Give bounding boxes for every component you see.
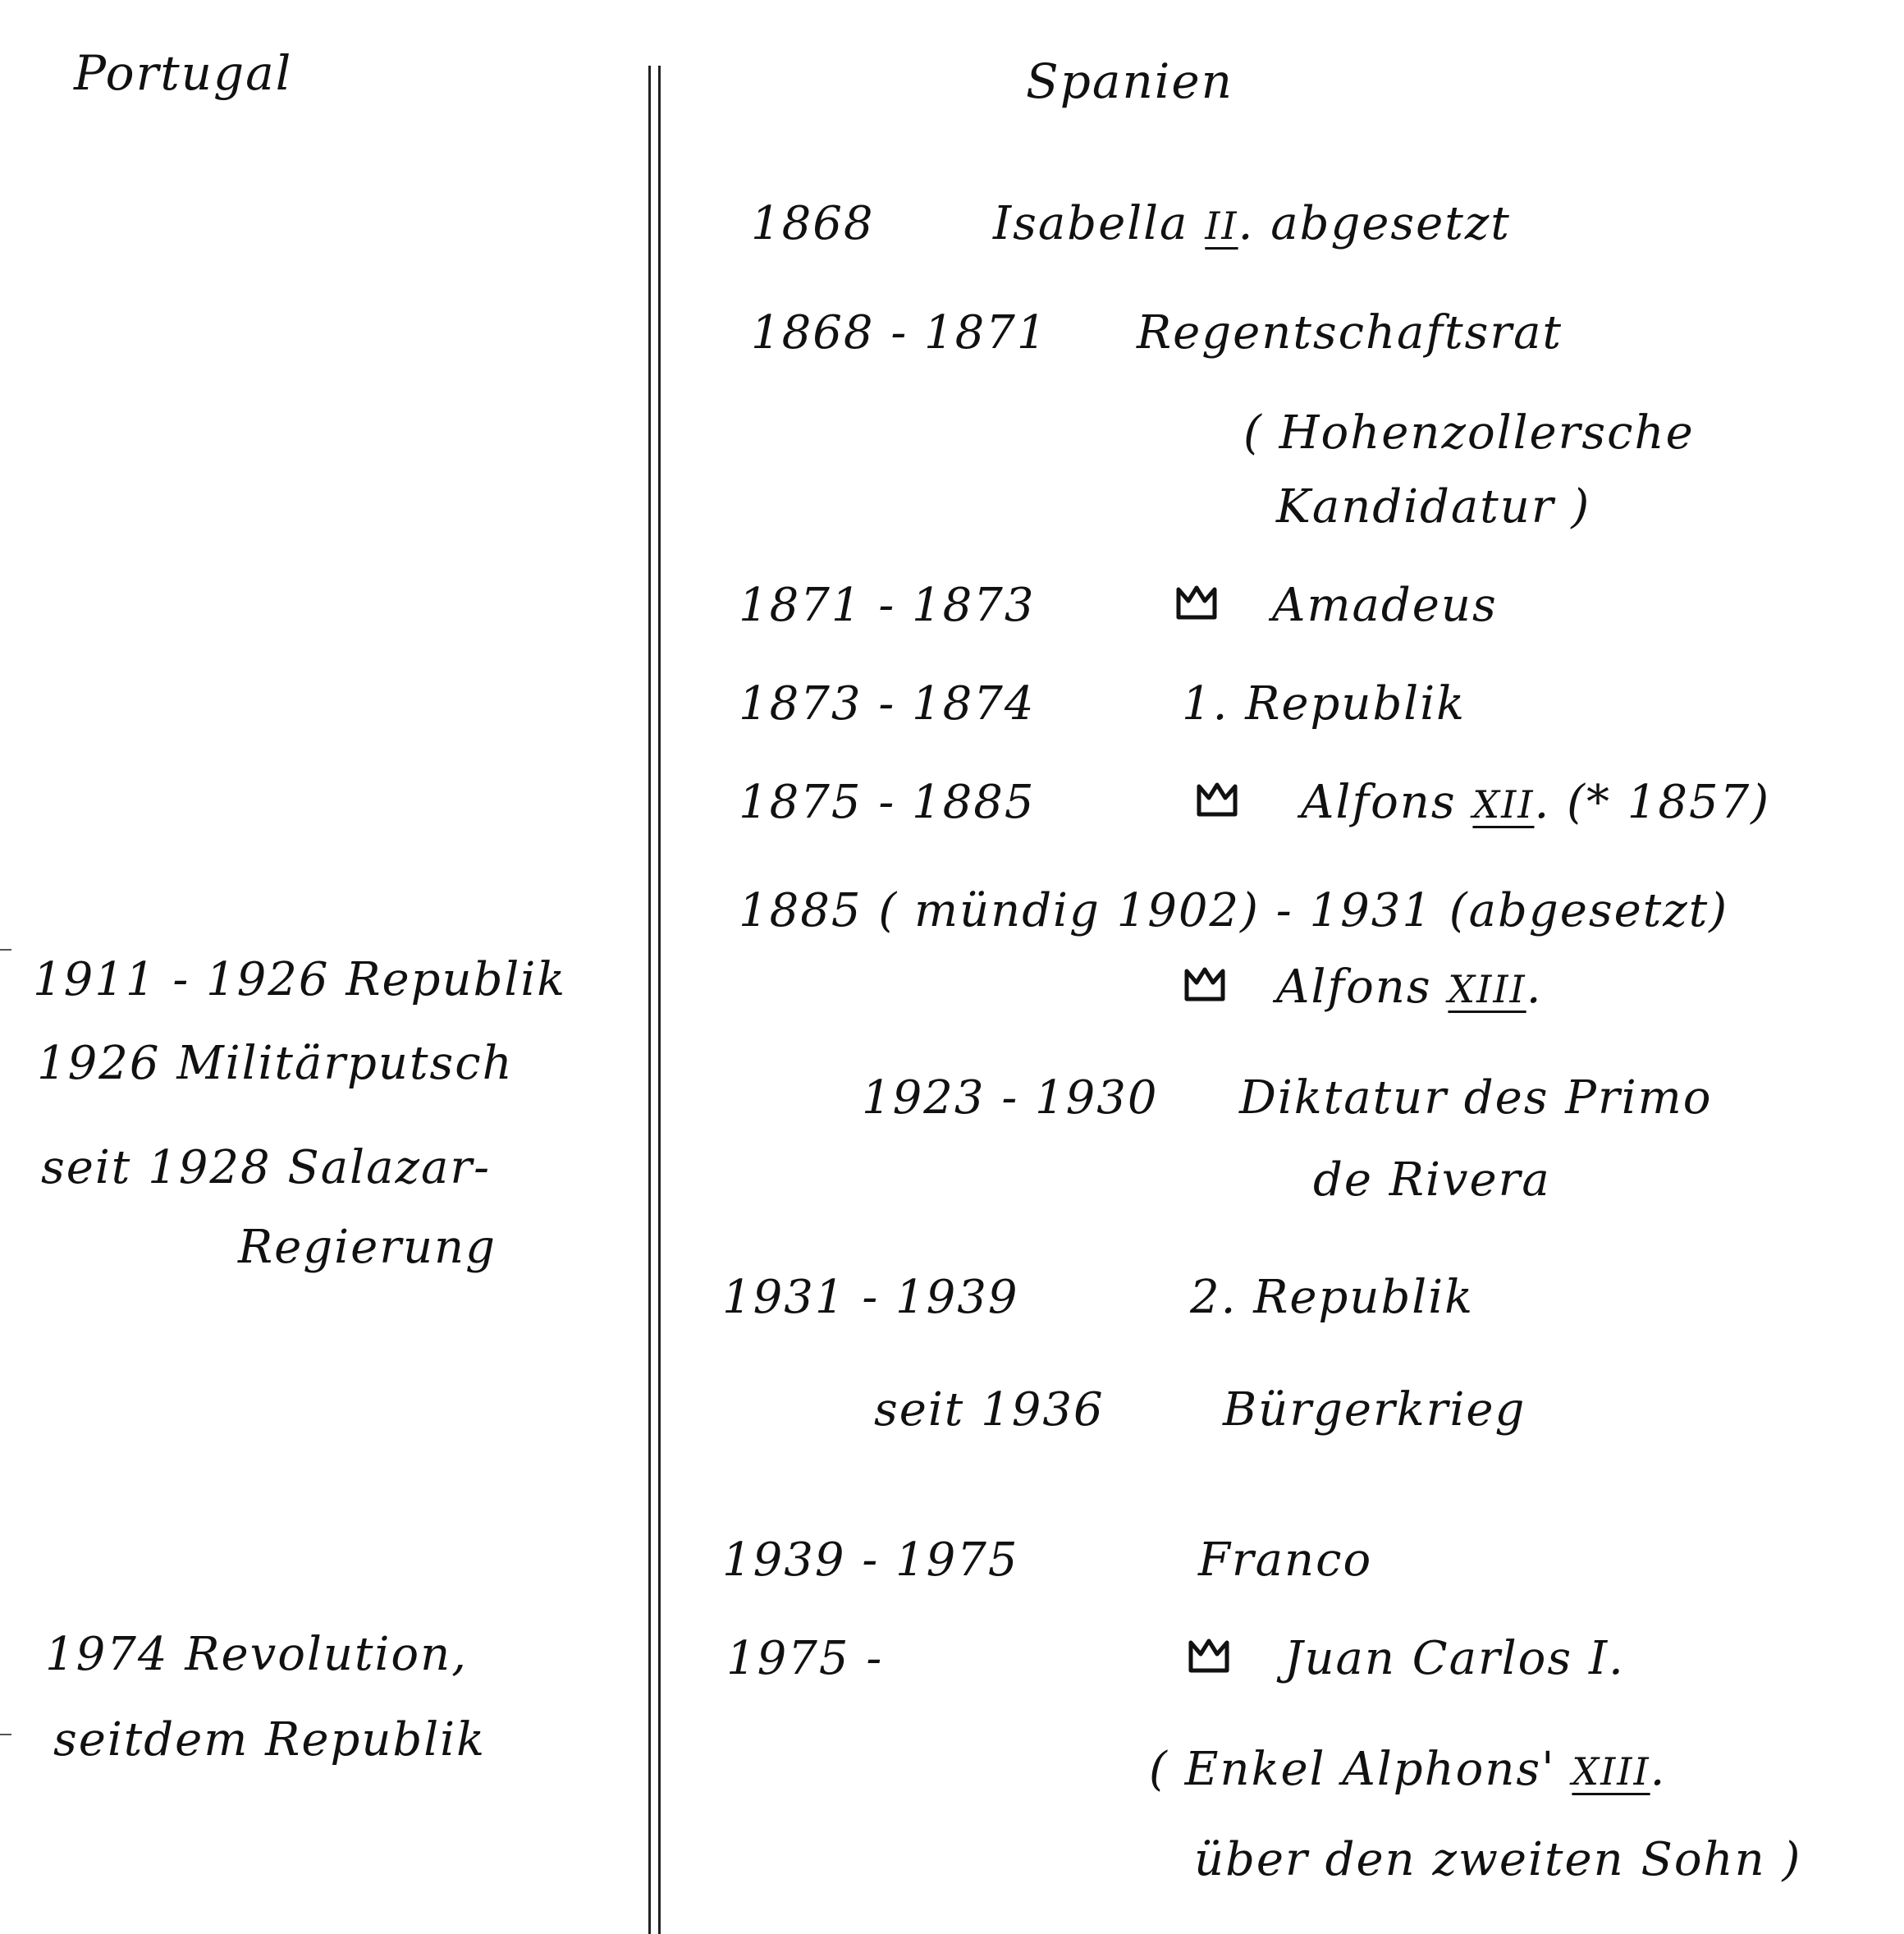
spanien-row8-text: 2. Republik xyxy=(1190,1271,1475,1324)
spanien-row4-date: 1873 - 1874 xyxy=(739,677,1036,731)
spanien-row11-text: Juan Carlos I. xyxy=(1284,1632,1625,1685)
spanien-row1-text xyxy=(993,197,1511,250)
spanien-row1-name: Isabella xyxy=(993,197,1189,250)
spanien-row3-date: 1871 - 1873 xyxy=(739,579,1036,632)
portugal-entry-salazar-cont: Regierung xyxy=(238,1221,497,1274)
spanien-row6-text xyxy=(1276,960,1543,1014)
crown-icon xyxy=(1186,1636,1232,1675)
spanien-row7-text: Diktatur des Primo xyxy=(1239,1071,1713,1125)
margin-mark xyxy=(0,1734,11,1735)
portugal-entry-salazar: seit 1928 Salazar- xyxy=(41,1141,492,1194)
heading-portugal: Portugal xyxy=(74,45,293,101)
spanien-row5-roman: XII xyxy=(1472,782,1535,827)
spanien-row4-text: 1. Republik xyxy=(1182,677,1467,731)
spanien-row7-text2: de Rivera xyxy=(1313,1153,1551,1207)
spanien-row6-name: Alfons xyxy=(1276,960,1432,1014)
spanien-row9-text: Bürgerkrieg xyxy=(1223,1383,1526,1437)
spanien-row6-line: 1885 ( mündig 1902) - 1931 (abgesetzt) xyxy=(739,884,1729,937)
crown-icon xyxy=(1174,583,1220,622)
spanien-row11-date: 1975 - xyxy=(726,1632,884,1685)
spanien-row2-text: Regentschaftsrat xyxy=(1137,306,1563,360)
spanien-row11-note1 xyxy=(1149,1743,1667,1796)
spanien-row2-note2: Kandidatur ) xyxy=(1276,480,1591,534)
spanien-row10-date: 1939 - 1975 xyxy=(722,1533,1019,1587)
spanien-row11-note1-roman: XIII xyxy=(1572,1749,1650,1794)
spanien-row11-note2: über den zweiten Sohn ) xyxy=(1194,1833,1802,1886)
spanien-row3-text: Amadeus xyxy=(1272,579,1498,632)
column-divider-right-line xyxy=(658,66,661,1934)
spanien-row5-date: 1875 - 1885 xyxy=(739,776,1036,829)
spanien-row2-date: 1868 - 1871 xyxy=(751,306,1048,360)
spanien-row10-text: Franco xyxy=(1198,1533,1373,1587)
spanien-row5-text xyxy=(1301,776,1771,829)
spanien-row11-note1-tail: . xyxy=(1650,1743,1667,1796)
spanien-row2-note1: ( Hohenzollersche xyxy=(1243,406,1695,460)
portugal-entry-revolution: 1974 Revolution, xyxy=(45,1628,468,1681)
spanien-row11-note1-text: ( Enkel Alphons' xyxy=(1149,1743,1556,1796)
margin-mark xyxy=(0,949,11,951)
spanien-row5-tail: . (* 1857) xyxy=(1534,776,1771,829)
spanien-row6-roman: XIII xyxy=(1448,967,1526,1011)
spanien-row8-date: 1931 - 1939 xyxy=(722,1271,1019,1324)
crown-icon xyxy=(1194,780,1240,819)
column-divider-left-line xyxy=(648,66,651,1934)
spanien-row5-name: Alfons xyxy=(1301,776,1457,829)
spanien-row1-date: 1868 xyxy=(751,197,875,250)
heading-spanien: Spanien xyxy=(1026,53,1234,109)
spanien-row1-tail: . abgesetzt xyxy=(1238,197,1511,250)
spanien-row6-tail: . xyxy=(1526,960,1543,1014)
portugal-entry-militaerputsch: 1926 Militärputsch xyxy=(37,1037,514,1090)
portugal-entry-revolution-cont: seitdem Republik xyxy=(53,1713,487,1767)
portugal-entry-republik: 1911 - 1926 Republik xyxy=(33,953,567,1006)
spanien-row7-date: 1923 - 1930 xyxy=(862,1071,1159,1125)
spanien-row9-date: seit 1936 xyxy=(874,1383,1105,1437)
crown-icon xyxy=(1182,965,1228,1004)
spanien-row1-roman: II xyxy=(1205,204,1238,248)
